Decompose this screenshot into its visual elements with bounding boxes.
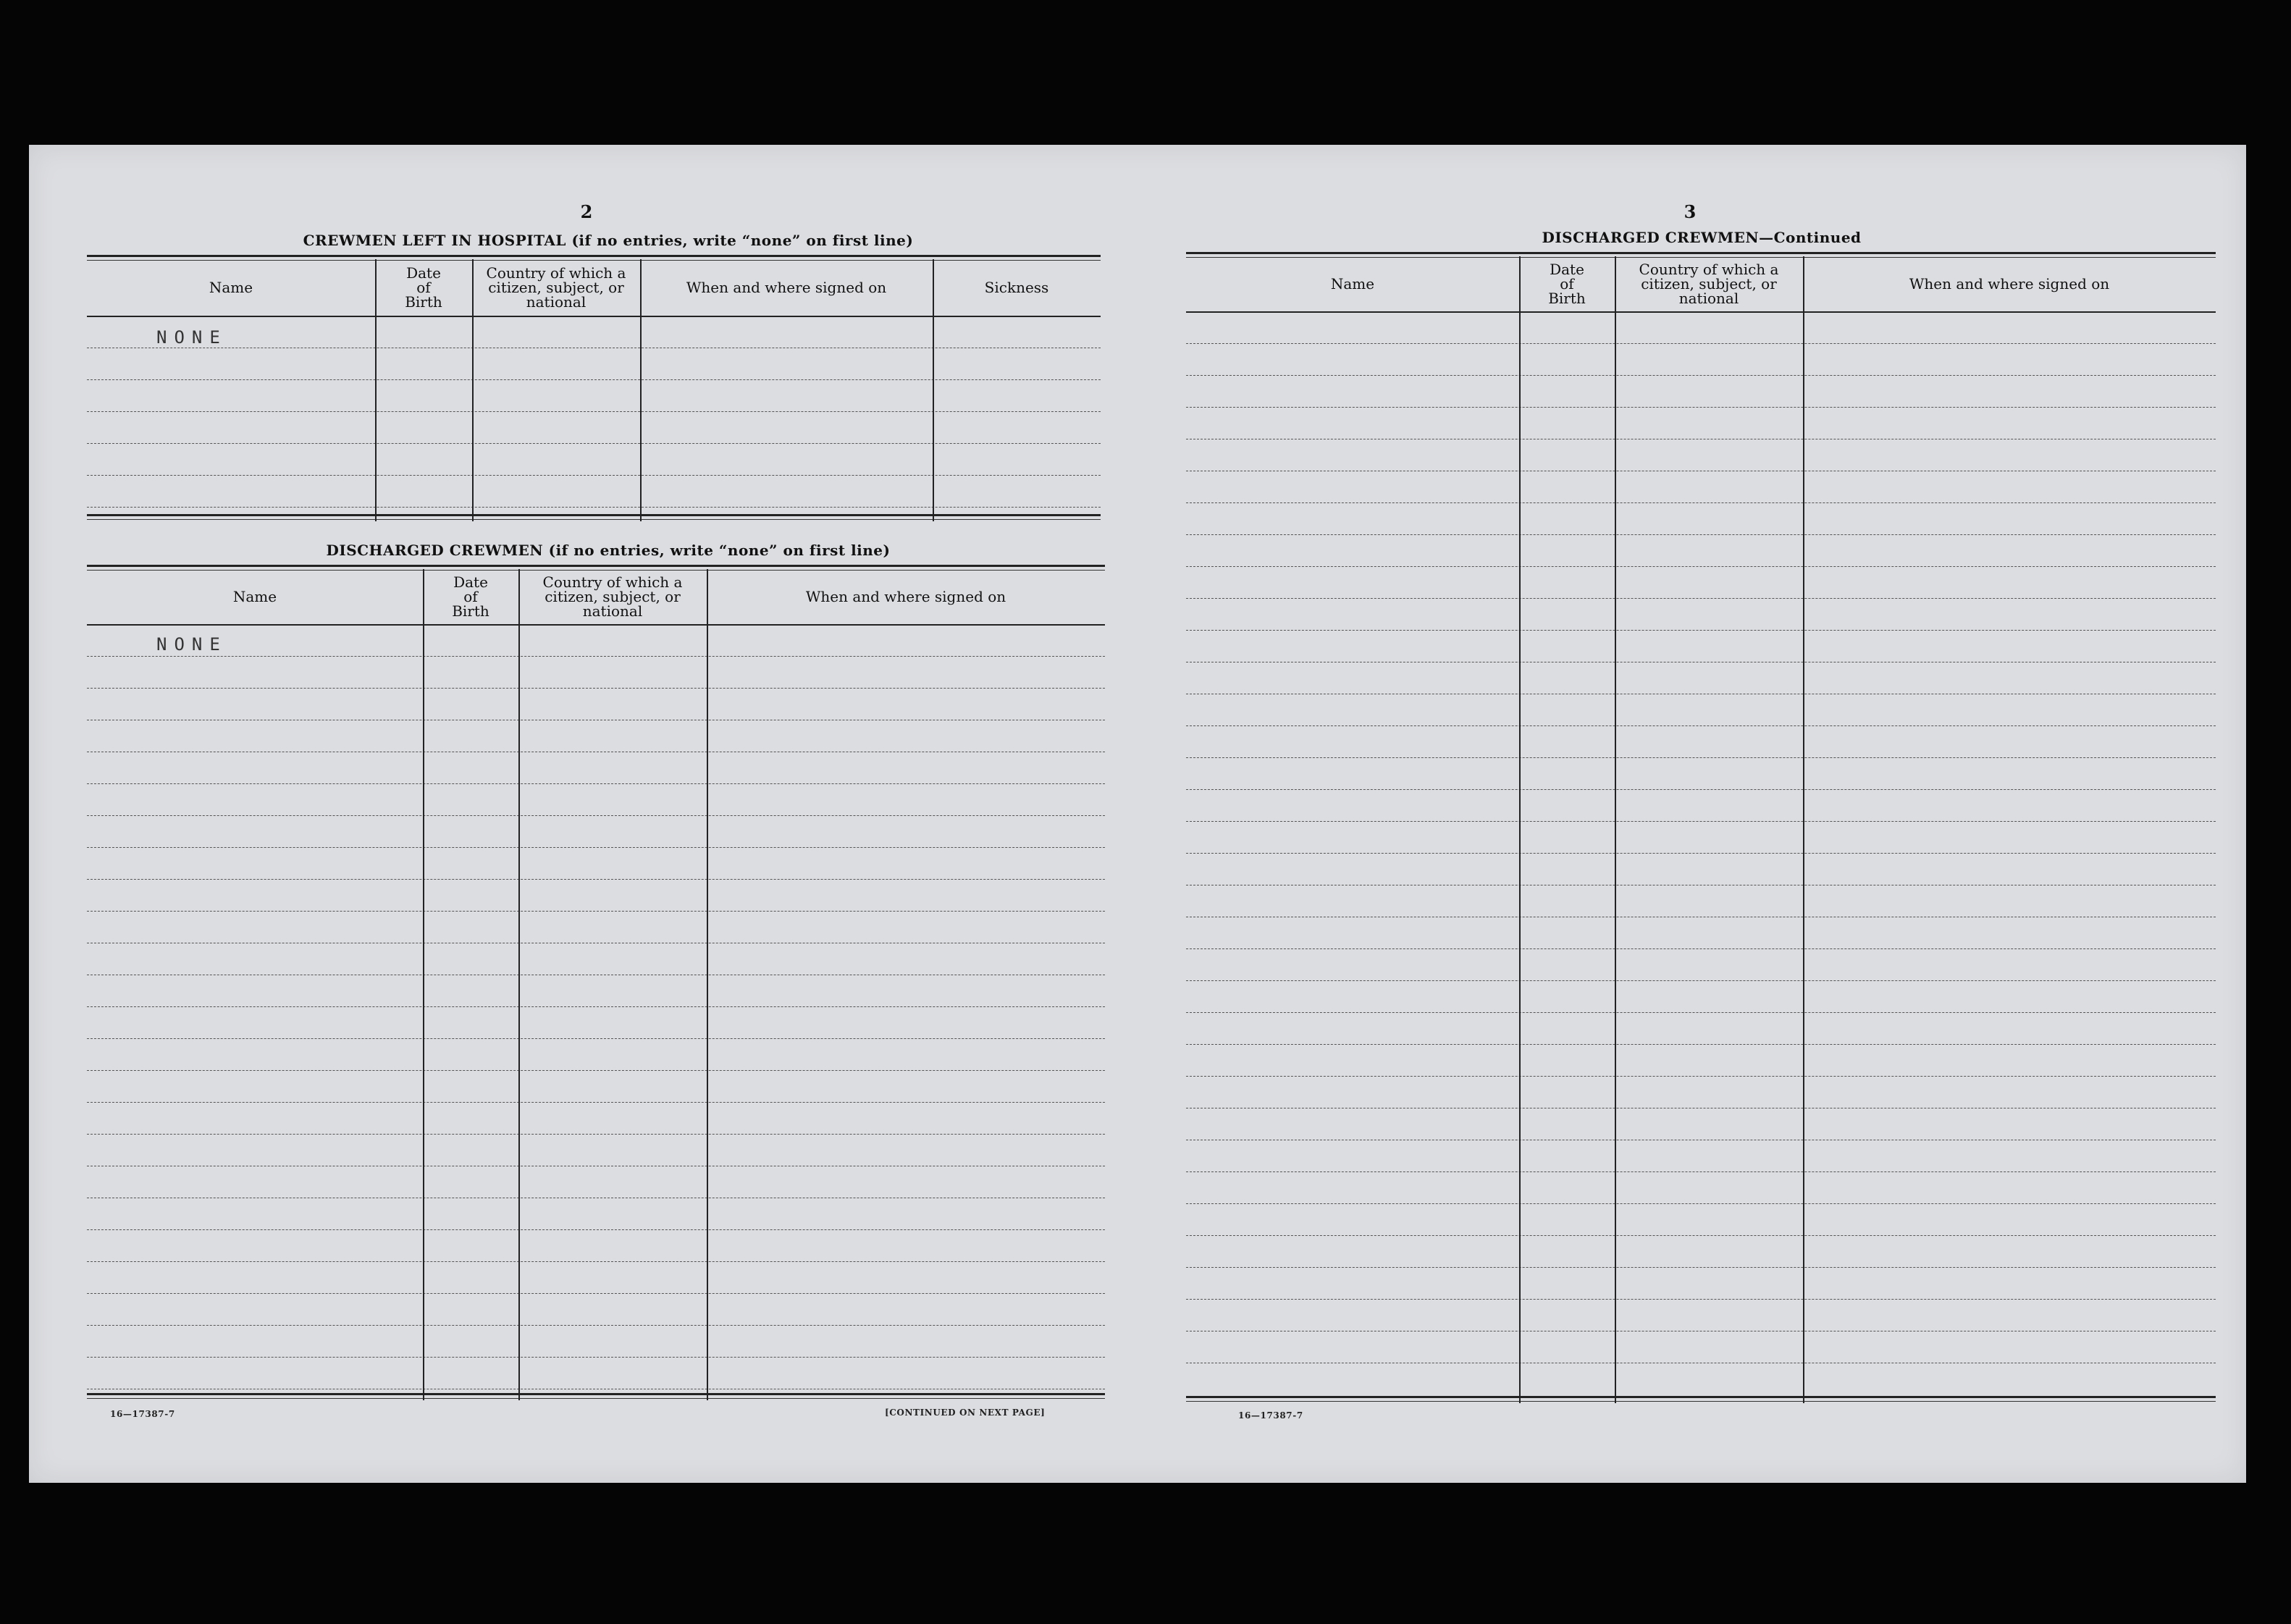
column-divider bbox=[1519, 256, 1521, 1403]
header-bottom-rule bbox=[1186, 311, 2216, 313]
table-top-rule bbox=[87, 255, 1101, 257]
column-divider bbox=[518, 569, 520, 1400]
col-header-signed-on: When and where signed on bbox=[805, 588, 1006, 605]
entry-row-line bbox=[1186, 1044, 2216, 1045]
col-header-country-line: citizen, subject, or bbox=[488, 279, 624, 296]
hospital-none-entry: NONE bbox=[156, 327, 227, 348]
column-divider bbox=[1615, 256, 1616, 1403]
column-divider bbox=[707, 569, 708, 1400]
form-number: 16—17387-7 bbox=[1238, 1410, 1303, 1421]
entry-row-line bbox=[87, 783, 1105, 784]
entry-row-line bbox=[1186, 789, 2216, 790]
entry-row-line bbox=[87, 411, 1101, 412]
entry-row-line bbox=[1186, 948, 2216, 949]
entry-row-line bbox=[1186, 1299, 2216, 1300]
page-number: 2 bbox=[580, 201, 593, 222]
entry-row-line bbox=[87, 379, 1101, 380]
entry-row-line bbox=[1186, 502, 2216, 503]
col-header-country-line: citizen, subject, or bbox=[1641, 275, 1777, 293]
entry-row-line bbox=[87, 1261, 1105, 1262]
entry-row-line bbox=[1186, 534, 2216, 535]
column-divider bbox=[1803, 256, 1804, 1403]
entry-row-line bbox=[87, 1006, 1105, 1007]
discharged-continued-table bbox=[1186, 252, 2216, 1403]
entry-row-line bbox=[1186, 343, 2216, 344]
entry-row-line bbox=[87, 1325, 1105, 1326]
entry-row-line bbox=[87, 443, 1101, 444]
hospital-table bbox=[87, 255, 1101, 521]
entry-row-line bbox=[1186, 853, 2216, 854]
entry-row-line bbox=[87, 1038, 1105, 1039]
col-header-signed-on: When and where signed on bbox=[1909, 275, 2110, 293]
hospital-title-note: (if no entries, write “none” on first line) bbox=[571, 232, 914, 249]
hospital-title-text: CREWMEN LEFT IN HOSPITAL bbox=[303, 232, 566, 249]
entry-row-line bbox=[1186, 1171, 2216, 1172]
table-bottom-rule bbox=[87, 514, 1101, 516]
left-page bbox=[29, 145, 1130, 1483]
col-header-country bbox=[518, 569, 707, 624]
col-header-country-line: Country of which a bbox=[1639, 261, 1779, 278]
header-bottom-rule bbox=[87, 624, 1105, 626]
table-top-rule bbox=[87, 565, 1105, 567]
discharged-none-entry: NONE bbox=[156, 634, 227, 655]
col-header-country bbox=[1615, 256, 1803, 311]
discharged-continued-title: DISCHARGED CREWMEN—Continued bbox=[1542, 229, 1862, 246]
discharged-section-title bbox=[87, 542, 1130, 559]
column-divider bbox=[423, 569, 424, 1400]
col-header-dob-line: Date bbox=[453, 573, 488, 591]
col-header-dob-line: Date bbox=[406, 264, 441, 282]
table-bottom-rule bbox=[1186, 1396, 2216, 1398]
entry-row-line bbox=[87, 1229, 1105, 1230]
discharged-title-text: DISCHARGED CREWMEN bbox=[326, 542, 544, 559]
table-top-rule bbox=[1186, 252, 2216, 254]
entry-row-line bbox=[1186, 725, 2216, 726]
entry-row-line bbox=[87, 911, 1105, 912]
col-header-signed-on: When and where signed on bbox=[686, 279, 887, 296]
right-page bbox=[1159, 145, 2246, 1483]
discharged-title-note: (if no entries, write “none” on first line) bbox=[548, 542, 891, 559]
entry-row-line bbox=[87, 656, 1105, 657]
entry-row-line bbox=[87, 847, 1105, 848]
entry-row-line bbox=[87, 1357, 1105, 1358]
entry-row-line bbox=[1186, 757, 2216, 758]
col-header-country-line: national bbox=[582, 602, 643, 620]
document-paper bbox=[29, 145, 2246, 1483]
entry-row-line bbox=[1186, 375, 2216, 376]
col-header-dob-line: of bbox=[416, 279, 431, 296]
entry-row-line bbox=[1186, 566, 2216, 567]
entry-row-line bbox=[87, 1134, 1105, 1135]
col-header-dob-line: Date bbox=[1550, 261, 1584, 278]
col-header-dob bbox=[423, 569, 518, 624]
header-bottom-rule bbox=[87, 316, 1101, 317]
entry-row-line bbox=[1186, 1235, 2216, 1236]
continued-note: [CONTINUED ON NEXT PAGE] bbox=[885, 1408, 1046, 1418]
form-number: 16—17387-7 bbox=[110, 1409, 175, 1419]
col-header-dob bbox=[1519, 256, 1615, 311]
col-header-country-line: Country of which a bbox=[542, 573, 683, 591]
entry-row-line bbox=[1186, 1203, 2216, 1204]
col-header-country bbox=[472, 259, 640, 316]
entry-row-line bbox=[87, 475, 1101, 476]
entry-row-line bbox=[1186, 980, 2216, 981]
col-header-name: Name bbox=[232, 588, 277, 605]
entry-row-line bbox=[1186, 1267, 2216, 1268]
col-header-name: Name bbox=[209, 279, 253, 296]
col-header-dob-line: Birth bbox=[405, 293, 442, 311]
col-header-sickness: Sickness bbox=[984, 279, 1049, 296]
col-header-country-line: citizen, subject, or bbox=[545, 588, 681, 605]
discharged-table bbox=[87, 565, 1105, 1400]
col-header-name: Name bbox=[1330, 275, 1375, 293]
page-number: 3 bbox=[1683, 201, 1697, 222]
col-header-country-line: Country of which a bbox=[486, 264, 626, 282]
entry-row-line bbox=[87, 688, 1105, 689]
entry-row-line bbox=[1186, 407, 2216, 408]
entry-row-line bbox=[87, 1102, 1105, 1103]
table-bottom-rule bbox=[87, 1393, 1105, 1395]
col-header-dob-line: Birth bbox=[1548, 290, 1586, 307]
col-header-dob-line: Birth bbox=[452, 602, 489, 620]
entry-row-line bbox=[1186, 1012, 2216, 1013]
entry-row-line bbox=[87, 1070, 1105, 1071]
entry-row-line bbox=[87, 1293, 1105, 1294]
entry-row-line bbox=[1186, 630, 2216, 631]
entry-row-line bbox=[87, 879, 1105, 880]
col-header-country-line: national bbox=[526, 293, 587, 311]
col-header-country-line: national bbox=[1678, 290, 1739, 307]
hospital-section-title bbox=[87, 232, 1130, 249]
entry-row-line bbox=[1186, 598, 2216, 599]
col-header-dob-line: of bbox=[1560, 275, 1574, 293]
col-header-dob-line: of bbox=[463, 588, 478, 605]
entry-row-line bbox=[1186, 821, 2216, 822]
col-header-dob bbox=[375, 259, 472, 316]
entry-row-line bbox=[87, 507, 1101, 508]
entry-row-line bbox=[87, 815, 1105, 816]
entry-row-line bbox=[1186, 1076, 2216, 1077]
